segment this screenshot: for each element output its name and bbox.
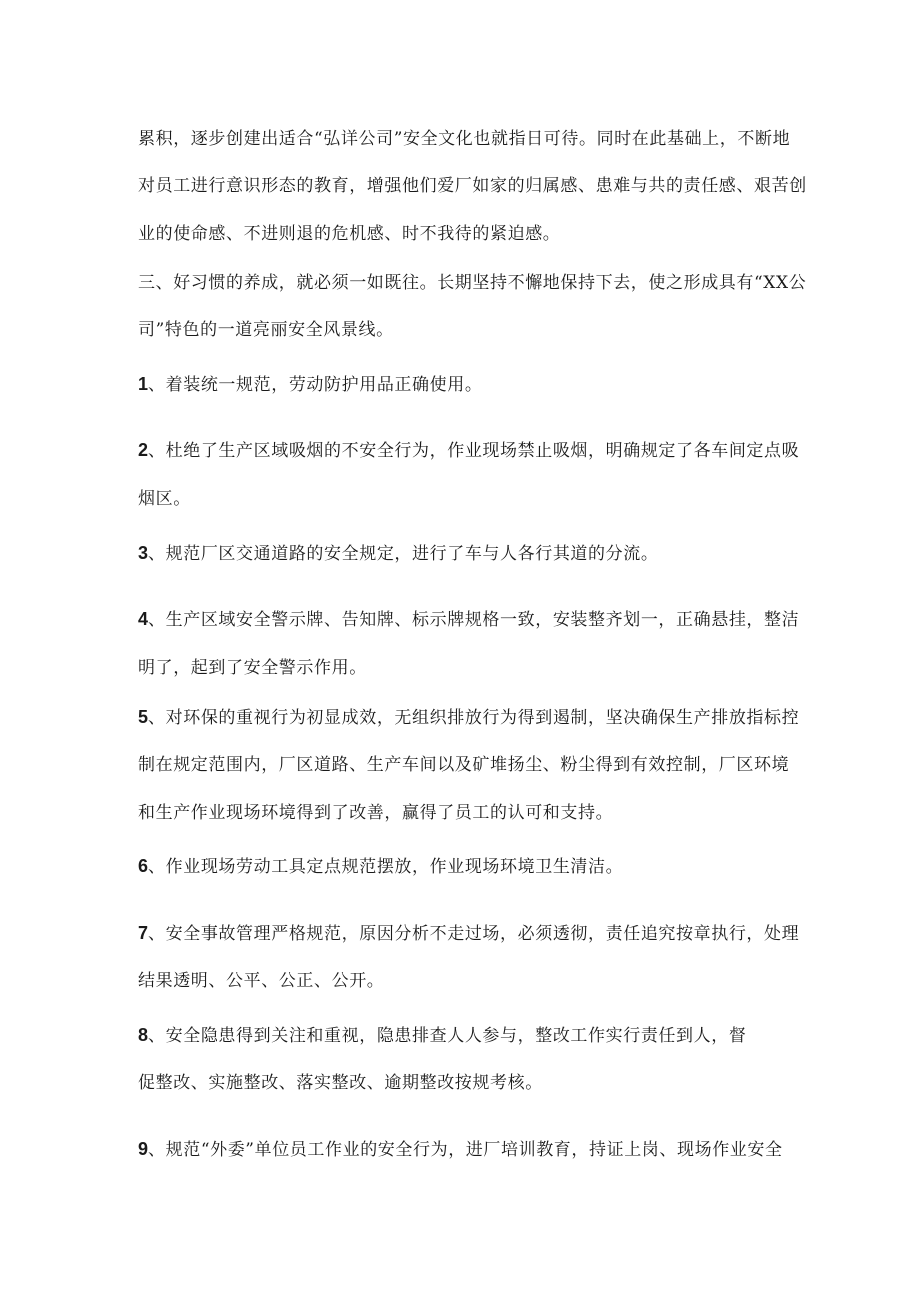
line-text: 、规范“外委”单位员工作业的安全行为，进厂培训教育，持证上岗、现场作业安全 <box>148 1140 783 1160</box>
paragraph-line <box>138 969 384 992</box>
line-text: 业的使命感、不进则退的危机感、时不我待的紧迫感。 <box>138 224 561 244</box>
item-number: 1 <box>138 374 149 394</box>
item-number: 6 <box>138 856 149 876</box>
list-item-6 <box>138 855 623 878</box>
line-text: 、对环保的重视行为初显成效，无组织排放行为得到遏制，坚决确保生产排放指标控 <box>148 708 800 728</box>
line-text: 明了，起到了安全警示作用。 <box>138 658 367 678</box>
paragraph-line <box>138 318 394 341</box>
line-text: 、着装统一规范，劳动防护用品正确使用。 <box>148 375 483 395</box>
list-item-8 <box>138 1024 746 1047</box>
line-text: 促整改、实施整改、落实整改、逾期整改按规考核。 <box>138 1073 543 1093</box>
item-number: 4 <box>138 609 149 629</box>
line-text: 、安全事故管理严格规范，原因分析不走过场，必须透彻，责任追究按章执行，处理 <box>148 924 800 944</box>
line-text: 、杜绝了生产区域吸烟的不安全行为，作业现场禁止吸烟，明确规定了各车间定点吸 <box>148 441 800 461</box>
line-text: 烟区。 <box>138 489 191 509</box>
line-text: 三、好习惯的养成，就必须一如既往。长期坚持不懈地保持下去，使之形成具有“XX公 <box>138 273 807 293</box>
paragraph-line <box>138 222 560 245</box>
line-text: 、安全隐患得到关注和重视，隐患排查人人参与，整改工作实行责任到人，督 <box>148 1026 747 1046</box>
list-item-5 <box>138 706 799 729</box>
item-number: 9 <box>138 1139 149 1159</box>
line-text: 制在规定范围内，厂区道路、生产车间以及矿堆扬尘、粉尘得到有效控制，厂区环境 <box>138 755 790 775</box>
list-item-4 <box>138 608 799 631</box>
line-text: 、作业现场劳动工具定点规范摆放，作业现场环境卫生清洁。 <box>148 857 624 877</box>
list-item-1 <box>138 373 482 396</box>
line-text: 和生产作业现场环境得到了改善，赢得了员工的认可和支持。 <box>138 803 614 823</box>
paragraph-line <box>138 127 790 150</box>
paragraph-line <box>138 174 807 197</box>
paragraph-line <box>138 1071 543 1094</box>
paragraph-line <box>138 753 789 776</box>
paragraph-line <box>138 801 613 824</box>
line-text: 结果透明、公平、公正、公开。 <box>138 971 385 991</box>
line-text: 司”特色的一道亮丽安全风景线。 <box>138 320 394 340</box>
line-text: 累积，逐步创建出适合“弘详公司”安全文化也就指日可待。同时在此基础上，不断地 <box>138 129 791 149</box>
paragraph-line <box>138 487 191 510</box>
section-heading-line <box>138 271 806 294</box>
line-text: 、规范厂区交通道路的安全规定，进行了车与人各行其道的分流。 <box>148 544 659 564</box>
list-item-7 <box>138 922 799 945</box>
list-item-9 <box>138 1138 783 1161</box>
list-item-3 <box>138 542 658 565</box>
item-number: 3 <box>138 543 149 563</box>
list-item-2 <box>138 439 799 462</box>
item-number: 5 <box>138 707 149 727</box>
paragraph-line <box>138 656 367 679</box>
line-text: 对员工进行意识形态的教育，增强他们爱厂如家的归属感、患难与共的责任感、艰苦创 <box>138 176 807 196</box>
item-number: 8 <box>138 1025 149 1045</box>
item-number: 2 <box>138 440 149 460</box>
line-text: 、生产区域安全警示牌、告知牌、标示牌规格一致，安装整齐划一，正确悬挂，整洁 <box>148 610 800 630</box>
item-number: 7 <box>138 923 149 943</box>
